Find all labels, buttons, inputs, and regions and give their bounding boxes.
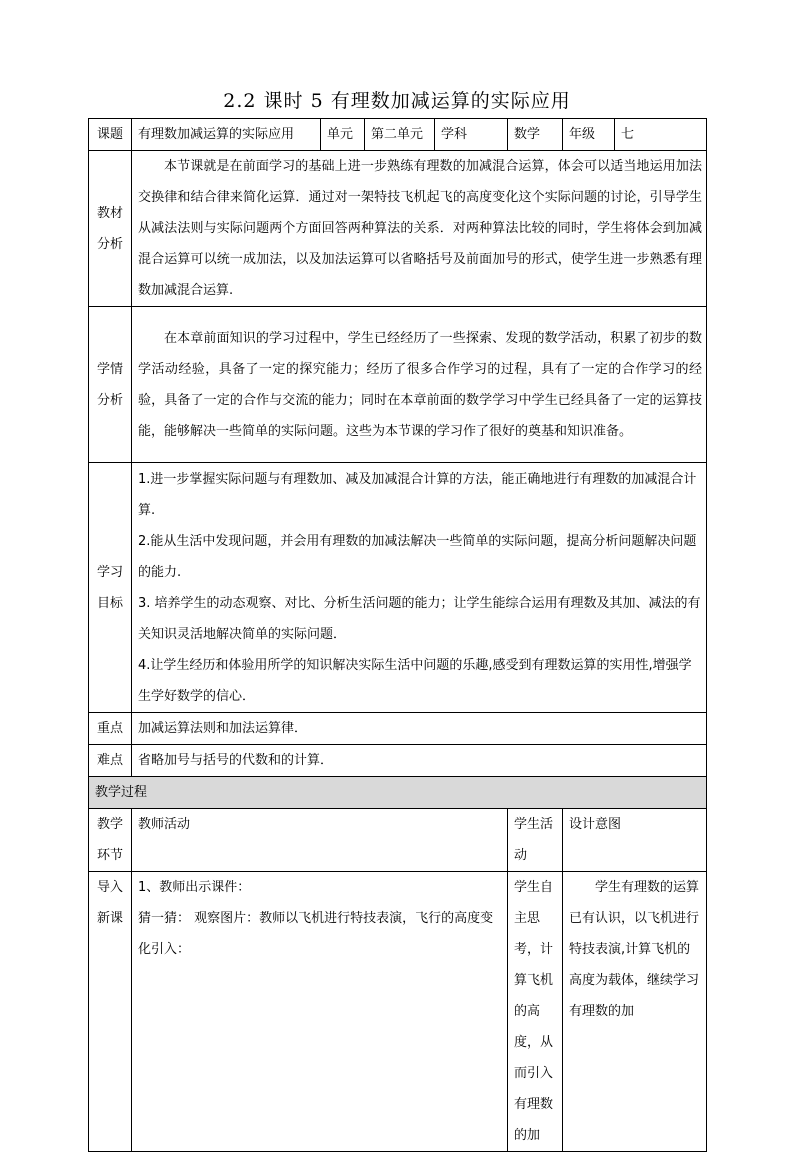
objectives-label-line1: 学习: [96, 564, 123, 580]
objective-item: 2.能从生活中发现问题，并会用有理数的加减法解决一些简单的实际问题，提高分析问题解决问题的能力.: [138, 533, 697, 580]
design-intent-cell: 学生有理数的运算已有认识，以飞机进行特技表演,计算飞机的高度为载体，继续学习有理数的加: [563, 872, 707, 1152]
objectives-label: [89, 463, 132, 713]
learning-analysis-label: [89, 307, 132, 463]
objectives-list: [132, 463, 707, 713]
header-row: [89, 119, 707, 151]
objectives-row: [89, 463, 707, 713]
unit-label: 单元: [321, 119, 365, 151]
objective-item: 3. 培养学生的动态观察、对比、分析生活问题的能力；让学生能综合运用有理数及其加、减法的有关知识灵活地解决简单的实际问题．: [138, 595, 701, 642]
student-activity-cell: 学生自主思考，计算飞机的高度，从而引入有理数的加: [508, 872, 563, 1152]
process-columns-row: [89, 809, 707, 872]
key-point-row: [89, 713, 707, 745]
learning-analysis-label-line1: 学情: [96, 361, 123, 377]
process-heading-row: [89, 777, 707, 809]
design-column-header: 设计意图: [563, 809, 707, 872]
key-point-text: 加减运算法则和加法运算律．: [132, 713, 707, 745]
teacher-activity-cell: [132, 872, 508, 1152]
teacher-column-header: 教师活动: [132, 809, 508, 872]
stage-cell: [89, 872, 132, 1152]
lesson-plan-table: [88, 118, 707, 1152]
textbook-analysis-label-line2: 分析: [96, 236, 123, 252]
objective-item: 1.进一步掌握实际问题与有理数加、减及加减混合计算的方法，能正确地进行有理数的加减混合计算.: [138, 471, 697, 518]
learning-analysis-row: [89, 307, 707, 463]
stage-column-header-line1: 教学: [96, 817, 123, 832]
textbook-analysis-text: 本节课就是在前面学习的基础上进一步熟练有理数的加减混合运算，体会可以适当地运用加法交换律和结合律来简化运算．通过对一架特技飞机起飞的高度变化这个实际问题的讨论，引导学生从减法法则与实际问题两个方面回答两种算法的关系．对两种算法比较的同时，学生将体会到加减混合运算可以统一成加法，以及加法运算可以省略括号及前面加号的形式，使学生进一步熟悉有理数加减混合运算.: [132, 151, 707, 307]
teacher-activity-line: 1、教师出示课件：: [138, 880, 251, 895]
objective-item: 4.让学生经历和体验用所学的知识解决实际生活中问题的乐趣,感受到有理数运算的实用性,增强学生学好数学的信心．: [138, 657, 692, 704]
subject-label: 学科: [435, 119, 508, 151]
topic-label: 课题: [89, 119, 132, 151]
textbook-analysis-row: [89, 151, 707, 307]
textbook-analysis-label-line1: 教材: [96, 205, 123, 221]
process-row: [89, 872, 707, 1152]
learning-analysis-text: 在本章前面知识的学习过程中，学生已经经历了一些探索、发现的数学活动，积累了初步的数学活动经验，具备了一定的探究能力；经历了很多合作学习的过程，具有了一定的合作学习的经验，具备了一定的合作与交流的能力；同时在本章前面的数学学习中学生已经具备了一定的运算技能，能够解决一些简单的实际问题。这些为本节课的学习作了很好的奠基和知识准备。: [132, 307, 707, 463]
student-column-header: 学生活动: [508, 809, 563, 872]
subject-value: 数学: [508, 119, 563, 151]
difficulty-text: 省略加号与括号的代数和的计算．: [132, 745, 707, 777]
process-heading: 教学过程: [89, 777, 707, 809]
difficulty-label: 难点: [89, 745, 132, 777]
stage-cell-line1: 导入: [96, 880, 123, 895]
stage-cell-line2: 新课: [96, 911, 123, 926]
difficulty-row: [89, 745, 707, 777]
stage-column-header-line2: 环节: [96, 848, 123, 863]
grade-label: 年级: [563, 119, 615, 151]
page-title: 2.2 课时 5 有理数加减运算的实际应用: [223, 90, 571, 112]
stage-column-header: [89, 809, 132, 872]
unit-value: 第二单元: [365, 119, 435, 151]
objectives-label-line2: 目标: [96, 595, 123, 611]
learning-analysis-label-line2: 分析: [96, 392, 123, 408]
key-point-label: 重点: [89, 713, 132, 745]
grade-value: 七: [615, 119, 707, 151]
teacher-activity-line: 猜一猜： 观察图片：教师以飞机进行特技表演，飞行的高度变化引入：: [138, 911, 494, 957]
textbook-analysis-label: [89, 151, 132, 307]
topic-value: 有理数加减运算的实际应用: [132, 119, 321, 151]
